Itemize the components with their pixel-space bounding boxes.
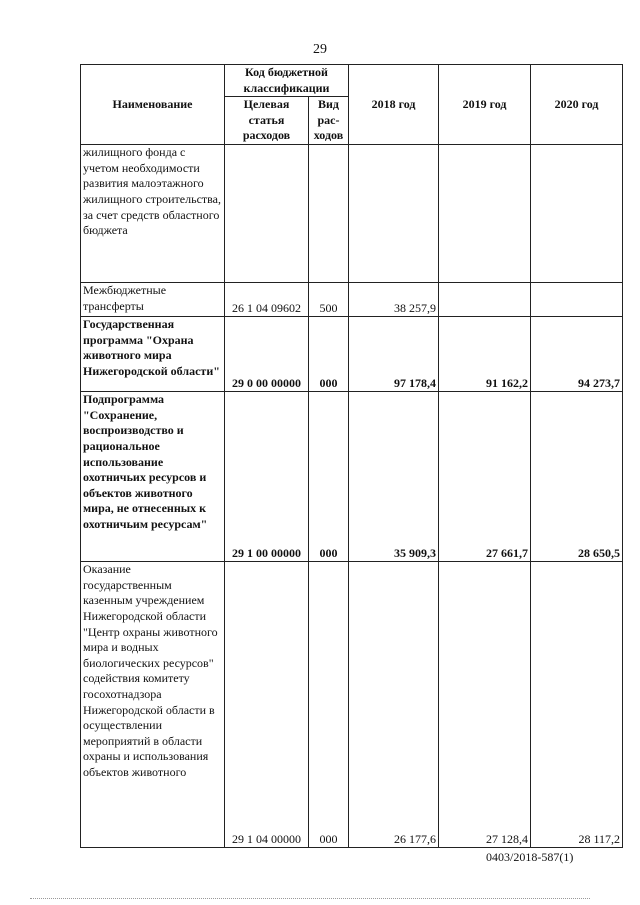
row-name: Государственная программа "Охрана животного мира Нижегородской области" <box>81 317 225 392</box>
row-2018: 35 909,3 <box>349 392 439 562</box>
table-row <box>81 317 623 392</box>
header-2020: 2020 год <box>531 65 623 145</box>
row-type <box>309 145 349 283</box>
row-name: Подпрограмма "Сохранение, воспроизводство и рациональное использование охотничьих ресурсов и объектов животного мира, не отнесенных к охотничьим ресурсам" <box>81 392 225 562</box>
header-row-top <box>81 65 623 97</box>
header-code-group: Код бюджетной классификации <box>225 65 349 97</box>
row-2019: 27 128,4 <box>439 562 531 848</box>
row-name: Межбюджетные трансферты <box>81 283 225 317</box>
header-2018: 2018 год <box>349 65 439 145</box>
table-row <box>81 283 623 317</box>
table-row <box>81 392 623 562</box>
row-2020: 28 650,5 <box>531 392 623 562</box>
budget-table <box>80 64 623 848</box>
row-2019: 27 661,7 <box>439 392 531 562</box>
row-2019 <box>439 283 531 317</box>
table-row <box>81 145 623 283</box>
row-2020: 94 273,7 <box>531 317 623 392</box>
row-name: Оказание государственным казенным учреждением Нижегородской области "Центр охраны животного мира и водных биологических ресурсов" содействия комитету госохотнадзора Нижегородской области в осуществлении мероприятий в области охраны и использования объектов животного <box>81 562 225 848</box>
row-type: 000 <box>309 392 349 562</box>
row-2018 <box>349 145 439 283</box>
row-2019 <box>439 145 531 283</box>
row-2019: 91 162,2 <box>439 317 531 392</box>
page-number: 29 <box>313 42 327 57</box>
header-expense-type: Вид рас- ходов <box>309 97 349 145</box>
row-target: 26 1 04 09602 <box>225 283 309 317</box>
scan-artifact-line <box>30 898 590 902</box>
row-target: 29 0 00 00000 <box>225 317 309 392</box>
row-2018: 26 177,6 <box>349 562 439 848</box>
row-type: 500 <box>309 283 349 317</box>
row-target: 29 1 00 00000 <box>225 392 309 562</box>
header-target-article: Целевая статья расходов <box>225 97 309 145</box>
table-row <box>81 562 623 848</box>
header-2019: 2019 год <box>439 65 531 145</box>
row-target: 29 1 04 00000 <box>225 562 309 848</box>
row-2018: 38 257,9 <box>349 283 439 317</box>
row-2018: 97 178,4 <box>349 317 439 392</box>
row-type: 000 <box>309 562 349 848</box>
row-2020 <box>531 145 623 283</box>
row-name: жилищного фонда с учетом необходимости развития малоэтажного жилищного строительства, за счет средств областного бюджета <box>81 145 225 283</box>
row-target <box>225 145 309 283</box>
document-number: 0403/2018-587(1) <box>486 850 574 864</box>
row-type: 000 <box>309 317 349 392</box>
row-2020 <box>531 283 623 317</box>
row-2020: 28 117,2 <box>531 562 623 848</box>
header-name: Наименование <box>81 65 225 145</box>
